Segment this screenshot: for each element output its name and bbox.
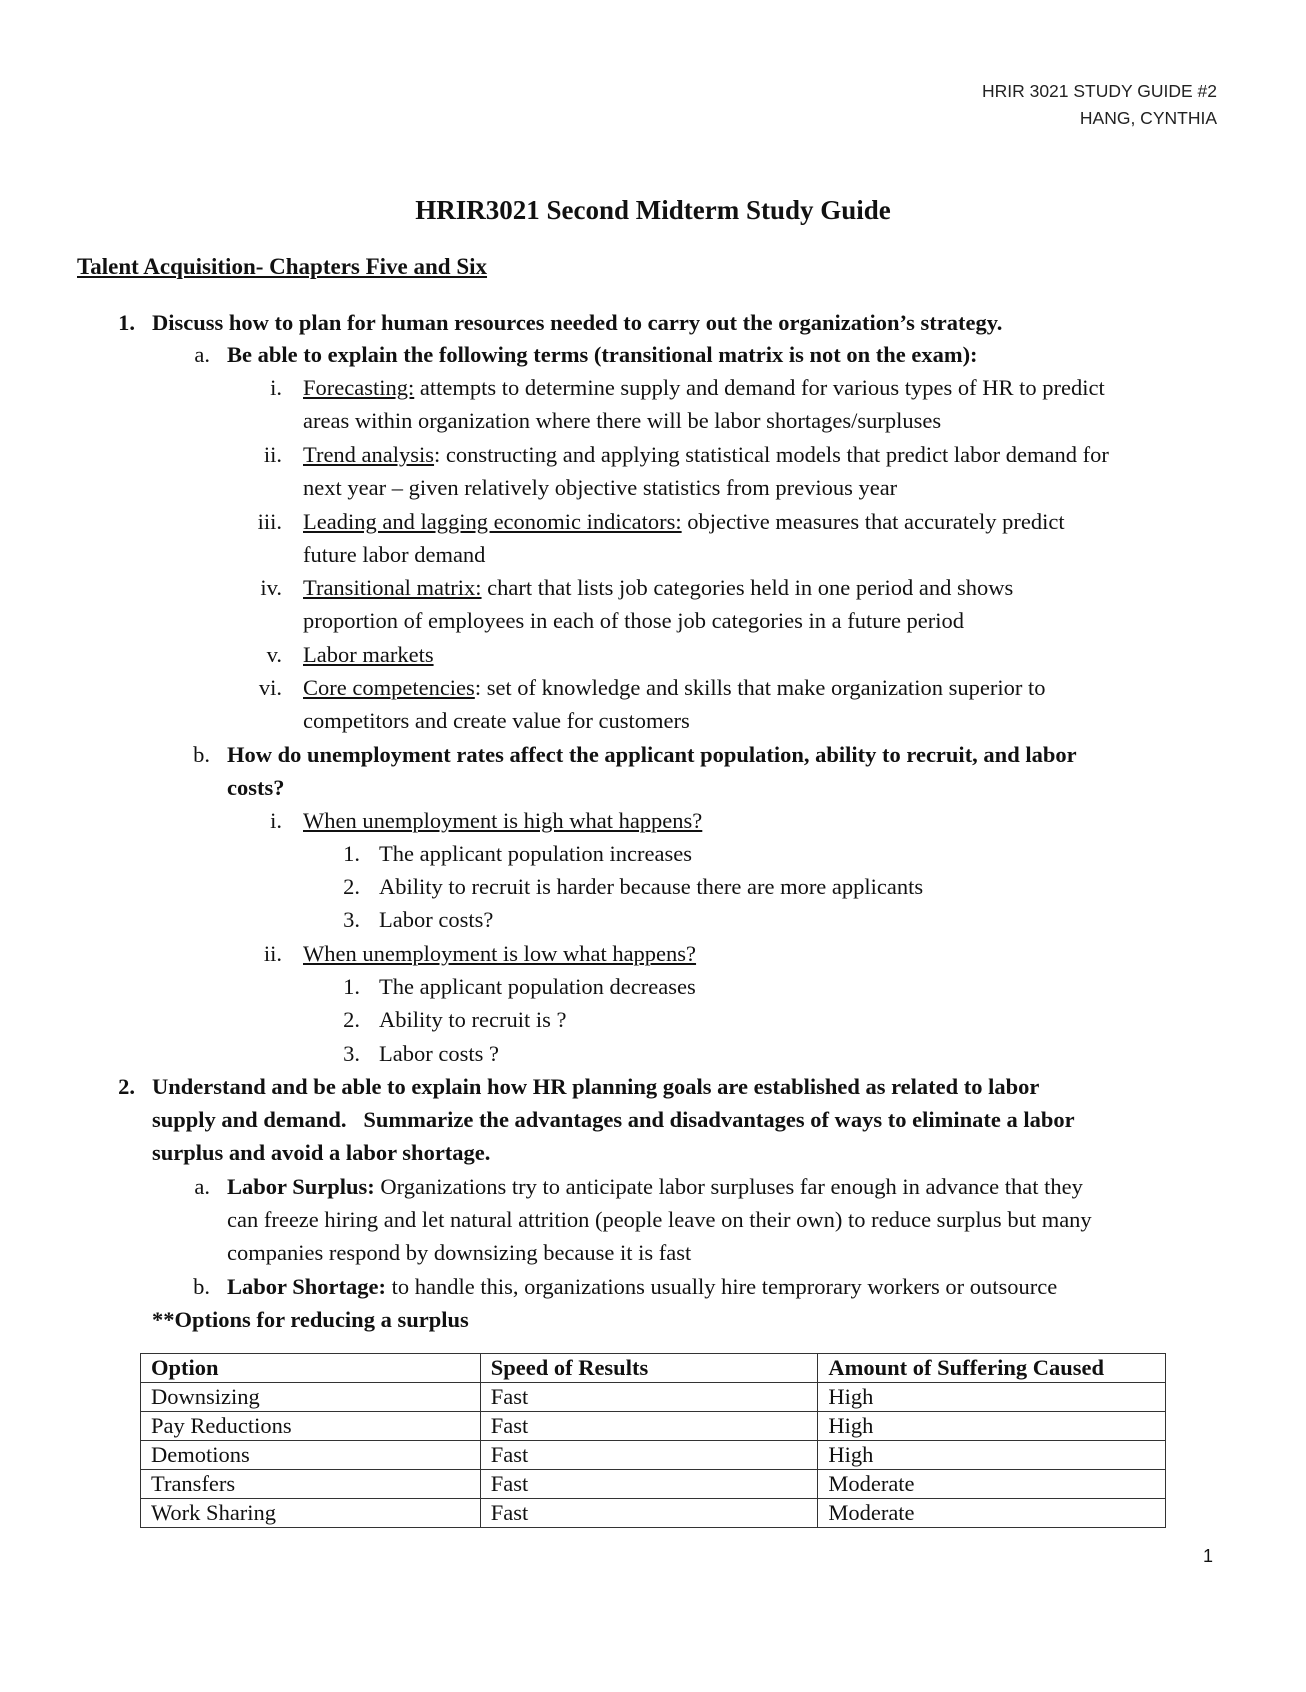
table-cell: Fast [480,1412,818,1441]
table-cell: Work Sharing [141,1499,481,1528]
table-cell: Pay Reductions [141,1412,481,1441]
term-label: Transitional matrix: [303,575,482,600]
term-transitional-matrix [303,573,1013,603]
labor-shortage-label: Labor Shortage: [227,1274,386,1299]
labor-surplus-label: Labor Surplus: [227,1174,375,1199]
table-cell: High [818,1441,1166,1470]
q2-text: Understand and be able to explain how HR planning goals are established as related to labor [152,1074,1040,1099]
column-header-suffering: Amount of Suffering Caused [818,1354,1166,1383]
term-definition: chart that lists job categories held in one period and shows [481,575,1014,600]
table-row [141,1499,1166,1528]
low-unemployment-question: When unemployment is low what happens? [303,941,697,966]
list-mark: 2. [343,874,360,899]
list-mark: 3. [343,1041,360,1066]
q2a-mark: a. [194,1174,210,1199]
term-label: Core competencies [303,675,475,700]
table-cell: Transfers [141,1470,481,1499]
header-course: HRIR 3021 STUDY GUIDE #2 [981,81,1217,101]
labor-surplus-cont: can freeze hiring and let natural attrition (people leave on their own) to reduce surplus but many [227,1207,1092,1232]
q1-number: 1. [118,310,135,335]
labor-shortage-definition: to handle this, organizations usually hire temprorary workers or outsource [385,1274,1058,1299]
labor-shortage-text [227,1272,1057,1302]
table-cell: Fast [480,1441,818,1470]
term-forecasting [303,373,1105,403]
column-header-speed: Speed of Results [480,1354,818,1383]
table-row [141,1470,1166,1499]
q1b-mark: b. [193,742,210,767]
term-core-competencies [303,673,1046,703]
list-item: Ability to recruit is ? [379,1007,567,1032]
list-mark: 1. [343,974,360,999]
q2-text-cont: supply and demand. Summarize the advantages and disadvantages of ways to eliminate a labor [152,1107,1075,1132]
term-definition-cont: competitors and create value for customers [303,708,690,733]
page-header [982,78,1217,132]
table-cell: Moderate [818,1499,1166,1528]
term-label: Leading and lagging economic indicators: [303,509,682,534]
term-definition: : constructing and applying statistical models that predict labor demand for [434,442,1109,467]
list-mark: 3. [343,907,360,932]
section-heading: Talent Acquisition- Chapters Five and Six [77,254,488,279]
term-mark: ii. [263,442,282,467]
term-definition-cont: future labor demand [303,542,486,567]
table-row [141,1441,1166,1470]
low-unemployment-mark: ii. [263,941,282,966]
column-header-option: Option [141,1354,481,1383]
table-row [141,1383,1166,1412]
table-cell: Fast [480,1383,818,1412]
document-title: HRIR3021 Second Midterm Study Guide [415,195,891,225]
q2-text-cont: surplus and avoid a labor shortage. [152,1140,491,1165]
table-cell: Fast [480,1470,818,1499]
term-trend-analysis [303,440,1109,470]
term-definition-cont: next year – given relatively objective statistics from previous year [303,475,898,500]
table-cell: Downsizing [141,1383,481,1412]
q2-number: 2. [118,1074,135,1099]
list-item: The applicant population increases [379,841,693,866]
term-definition-cont: areas within organization where there will be labor shortages/surpluses [303,408,942,433]
q1a-mark: a. [194,342,210,367]
surplus-options-table [140,1353,1166,1528]
table-cell: Fast [480,1499,818,1528]
list-mark: 2. [343,1007,360,1032]
term-mark: iii. [257,509,282,534]
options-heading: **Options for reducing a surplus [152,1307,469,1332]
term-label: Forecasting: [303,375,415,400]
q1a-text: Be able to explain the following terms (transitional matrix is not on the exam): [227,342,978,367]
table-cell: Moderate [818,1470,1166,1499]
term-definition: attempts to determine supply and demand for various types of HR to predict [414,375,1105,400]
term-economic-indicators [303,507,1065,537]
labor-surplus-text [227,1172,1083,1202]
table-cell: High [818,1412,1166,1441]
q1b-text: How do unemployment rates affect the applicant population, ability to recruit, and labor [227,742,1077,767]
list-item: Labor costs ? [379,1041,499,1066]
term-label: Labor markets [303,642,434,667]
q1b-text-cont: costs? [227,775,285,800]
term-mark: v. [266,642,282,667]
list-item: Labor costs? [379,907,494,932]
q1-text: Discuss how to plan for human resources needed to carry out the organization’s strategy. [152,310,1003,335]
term-label: Trend analysis [303,442,435,467]
table-cell: High [818,1383,1166,1412]
term-definition: : set of knowledge and skills that make organization superior to [474,675,1046,700]
q2b-mark: b. [193,1274,210,1299]
high-unemployment-mark: i. [270,808,282,833]
term-labor-markets [303,640,434,670]
list-item: The applicant population decreases [379,974,696,999]
labor-surplus-cont: companies respond by downsizing because it is fast [227,1240,692,1265]
term-mark: i. [270,375,282,400]
term-mark: vi. [258,675,282,700]
term-mark: iv. [260,575,282,600]
header-author: HANG, CYNTHIA [1079,108,1217,128]
list-mark: 1. [343,841,360,866]
term-definition-cont: proportion of employees in each of those job categories in a future period [303,608,965,633]
list-item: Ability to recruit is harder because there are more applicants [379,874,924,899]
page-number: 1 [1202,1546,1213,1566]
term-definition: objective measures that accurately predict [681,509,1065,534]
table-row [141,1412,1166,1441]
high-unemployment-question: When unemployment is high what happens? [303,808,703,833]
labor-surplus-definition: Organizations try to anticipate labor surpluses far enough in advance that they [374,1174,1083,1199]
table-header-row [141,1354,1166,1383]
table-cell: Demotions [141,1441,481,1470]
